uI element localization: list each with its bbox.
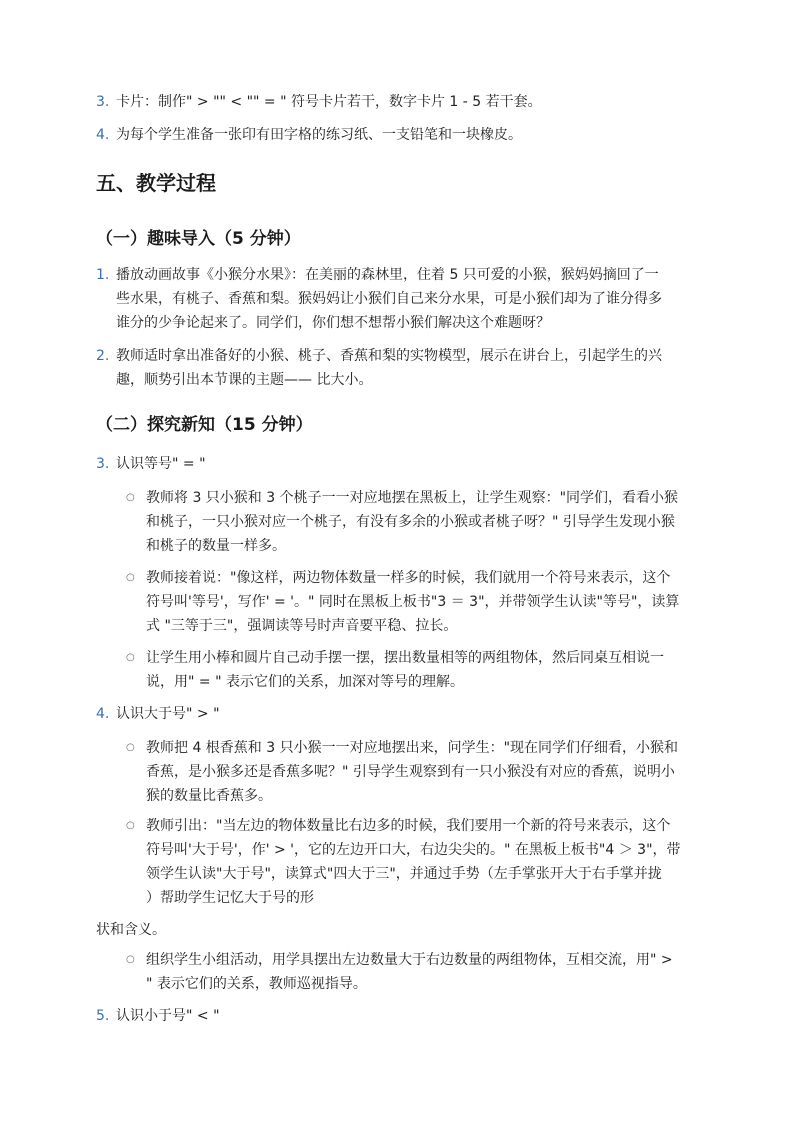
bullet-icon: ○ — [126, 652, 135, 663]
list-item-heading: 认识大于号" > " — [116, 706, 220, 722]
section-heading: 五、教学过程 — [96, 171, 216, 195]
list-item-text: 卡片：制作" > "" < "" = " 符号卡片若干，数字卡片 1 - 5 若干套。 — [116, 94, 542, 110]
bullet-text: 组织学生小组活动，用学具摆出左边数量大于右边数量的两组物体，互相交流，用" > — [146, 952, 673, 968]
subsection-heading: （一）趣味导入（5 分钟） — [96, 229, 301, 249]
list-number: 3. — [96, 94, 110, 110]
list-number: 3. — [96, 456, 110, 472]
bullet-icon: ○ — [126, 954, 135, 965]
list-item-heading: 认识等号" = " — [116, 456, 206, 472]
bullet-icon: ○ — [126, 742, 135, 753]
list-item-text: 趣，顺势引出本节课的主题—— 比大小。 — [116, 372, 373, 388]
bullet-text: 和桃子的数量一样多。 — [146, 538, 286, 554]
list-number: 2. — [96, 348, 110, 364]
bullet-text: 符号叫'大于号'，作' > '，它的左边开口大，右边尖尖的。" 在黑板上板书"4 ＞ 3"，带 — [146, 842, 681, 858]
paragraph-continuation: 状和含义。 — [96, 922, 166, 938]
list-number: 5. — [96, 1008, 110, 1024]
bullet-text: 教师引出："当左边的物体数量比右边多的时候，我们要用一个新的符号来表示，这个 — [146, 818, 671, 834]
bullet-icon: ○ — [126, 820, 135, 831]
subsection-heading: （二）探究新知（15 分钟） — [96, 415, 313, 435]
list-number: 4. — [96, 127, 110, 143]
bullet-text: 教师接着说："像这样，两边物体数量一样多的时候，我们就用一个符号来表示，这个 — [146, 570, 671, 586]
bullet-text: 符号叫'等号'，写作' = '。" 同时在黑板上板书"3 ＝ 3"，并带领学生认读"等号"，读算 — [146, 594, 680, 610]
list-item-text: 些水果，有桃子、香蕉和梨。猴妈妈让小猴们自己来分水果，可是小猴们却为了谁分得多 — [116, 291, 662, 307]
bullet-text: 式 "三等于三"，强调读等号时声音要平稳、拉长。 — [146, 618, 458, 634]
bullet-text: 领学生认读"大于号"，读算式"四大于三"，并通过手势（左手掌张开大于右手掌并拢 — [146, 866, 662, 882]
bullet-text: 教师将 3 只小猴和 3 个桃子一一对应地摆在黑板上，让学生观察："同学们，看看小猴 — [146, 490, 679, 506]
bullet-text: 香蕉，是小猴多还是香蕉多呢？" 引导学生观察到有一只小猴没有对应的香蕉，说明小 — [146, 764, 675, 780]
list-item-text: 为每个学生准备一张印有田字格的练习纸、一支铅笔和一块橡皮。 — [116, 127, 522, 143]
list-item-text: 谁分的少争论起来了。同学们，你们想不想帮小猴们解决这个难题呀？ — [116, 315, 550, 331]
list-item-text: 教师适时拿出准备好的小猴、桃子、香蕉和梨的实物模型，展示在讲台上，引起学生的兴 — [116, 348, 662, 364]
bullet-text: ）帮助学生记忆大于号的形 — [146, 890, 314, 906]
list-number: 1. — [96, 267, 110, 283]
bullet-text: 和桃子，一只小猴对应一个桃子，有没有多余的小猴或者桃子呀？" 引导学生发现小猴 — [146, 514, 675, 530]
bullet-icon: ○ — [126, 492, 135, 503]
list-number: 4. — [96, 706, 110, 722]
bullet-text: " 表示它们的关系，教师巡视指导。 — [146, 976, 367, 992]
bullet-text: 教师把 4 根香蕉和 3 只小猴一一对应地摆出来，问学生："现在同学们仔细看，小猴和 — [146, 740, 679, 756]
bullet-text: 让学生用小棒和圆片自己动手摆一摆，摆出数量相等的两组物体，然后同桌互相说一 — [146, 650, 664, 666]
bullet-text: 猴的数量比香蕉多。 — [146, 788, 272, 804]
bullet-text: 说，用" = " 表示它们的关系，加深对等号的理解。 — [146, 674, 464, 690]
list-item-heading: 认识小于号" < " — [116, 1008, 220, 1024]
list-item-text: 播放动画故事《小猴分水果》：在美丽的森林里，住着 5 只可爱的小猴，猴妈妈摘回了一 — [116, 267, 659, 283]
bullet-icon: ○ — [126, 572, 135, 583]
